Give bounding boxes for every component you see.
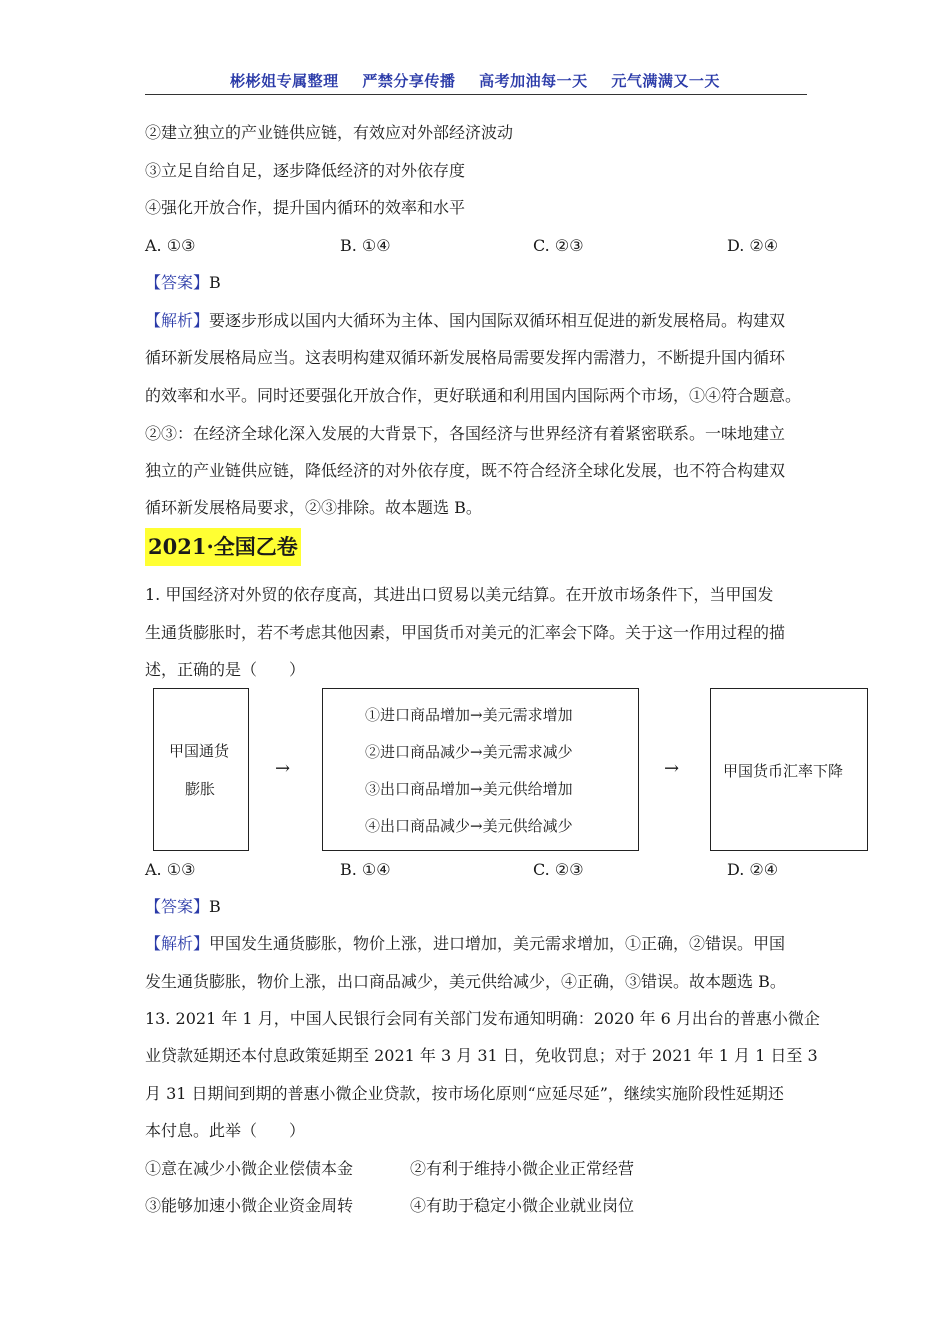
choice-item: ②有利于维持小微企业正常经营 xyxy=(410,1159,635,1178)
diagram-middle-item: ①进口商品增加→美元需求增加 xyxy=(365,706,573,724)
section-title: 2021·全国乙卷 xyxy=(145,528,301,566)
option-b: B. ①④ xyxy=(340,236,391,255)
question-stem: 生通货膨胀时，若不考虑其他因素，甲国货币对美元的汇率会下降。关于这一作用过程的描 xyxy=(145,623,786,642)
analysis-line: 独立的产业链供应链，降低经济的对外依存度，既不符合经济全球化发展，也不符合构建双 xyxy=(145,461,786,480)
choice-item: ④强化开放合作，提升国内循环的效率和水平 xyxy=(145,198,466,217)
arrow-right-icon: → xyxy=(664,758,680,779)
diagram-middle-item: ②进口商品减少→美元需求减少 xyxy=(365,743,573,761)
option-c: C. ②③ xyxy=(533,860,584,879)
option-d: D. ②④ xyxy=(727,860,779,879)
choice-item: ③能够加速小微企业资金周转 xyxy=(145,1196,354,1215)
diagram-left-text: 甲国通货 xyxy=(169,742,230,760)
header-part: 高考加油每一天 xyxy=(479,72,588,90)
option-b: B. ①④ xyxy=(340,860,391,879)
analysis-tag: 【解析】 xyxy=(145,311,210,330)
diagram-left-box xyxy=(153,688,249,851)
arrow-right-icon: → xyxy=(275,758,291,779)
header-rule xyxy=(145,94,807,95)
analysis-line: 循环新发展格局要求，②③排除。故本题选 B。 xyxy=(145,498,482,517)
question-stem: 业贷款延期还本付息政策延期至 2021 年 3 月 31 日，免收罚息；对于 2021 年 1 月 1 日至 3 xyxy=(145,1046,818,1065)
answer-line xyxy=(145,897,221,917)
option-a: A. ①③ xyxy=(145,860,196,879)
answer-line xyxy=(145,273,221,293)
question-stem: 本付息。此举（ ） xyxy=(145,1121,306,1140)
answer-tag: 【答案】 xyxy=(145,273,210,292)
analysis-line xyxy=(145,311,785,331)
option-a: A. ①③ xyxy=(145,236,196,255)
question-stem: 13. 2021 年 1 月，中国人民银行会同有关部门发布通知明确：2020 年 6 月出台的普惠小微企 xyxy=(145,1009,820,1028)
diagram-left-text: 膨胀 xyxy=(185,780,216,798)
analysis-line: 循环新发展格局应当。这表明构建双循环新发展格局需要发挥内需潜力，不断提升国内循环 xyxy=(145,348,786,367)
question-stem: 月 31 日期间到期的普惠小微企业贷款，按市场化原则“应延尽延”，继续实施阶段性延期还 xyxy=(145,1084,784,1103)
answer-tag: 【答案】 xyxy=(145,897,210,916)
analysis-line xyxy=(145,934,785,954)
answer-value: B xyxy=(209,273,221,292)
analysis-line: ②③：在经济全球化深入发展的大背景下，各国经济与世界经济有着紧密联系。一味地建立 xyxy=(145,424,786,443)
option-d: D. ②④ xyxy=(727,236,779,255)
question-stem: 1. 甲国经济对外贸的依存度高，其进出口贸易以美元结算。在开放市场条件下，当甲国发 xyxy=(145,585,774,604)
choice-item: ③立足自给自足，逐步降低经济的对外依存度 xyxy=(145,161,466,180)
analysis-line: 发生通货膨胀，物价上涨，出口商品减少，美元供给减少，④正确，③错误。故本题选 B。 xyxy=(145,972,786,991)
question-stem: 述，正确的是（ ） xyxy=(145,660,306,679)
analysis-text: 甲国发生通货膨胀，物价上涨，进口增加，美元需求增加，①正确，②错误。甲国 xyxy=(209,934,786,953)
analysis-line: 的效率和水平。同时还要强化开放合作，更好联通和利用国内国际两个市场，①④符合题意。 xyxy=(145,386,802,405)
header-part: 彬彬姐专属整理 xyxy=(230,72,339,90)
analysis-tag: 【解析】 xyxy=(145,934,210,953)
page-header xyxy=(0,70,950,91)
option-c: C. ②③ xyxy=(533,236,584,255)
answer-value: B xyxy=(209,897,221,916)
diagram-middle-item: ④出口商品减少→美元供给减少 xyxy=(365,817,573,835)
header-part: 元气满满又一天 xyxy=(611,72,720,90)
header-part: 严禁分享传播 xyxy=(362,72,456,90)
choice-item: ④有助于稳定小微企业就业岗位 xyxy=(410,1196,635,1215)
choice-item: ②建立独立的产业链供应链，有效应对外部经济波动 xyxy=(145,123,514,142)
diagram-middle-item: ③出口商品增加→美元供给增加 xyxy=(365,780,573,798)
analysis-text: 要逐步形成以国内大循环为主体、国内国际双循环相互促进的新发展格局。构建双 xyxy=(209,311,786,330)
choice-item: ①意在减少小微企业偿债本金 xyxy=(145,1159,354,1178)
diagram-right-text: 甲国货币汇率下降 xyxy=(723,762,844,780)
